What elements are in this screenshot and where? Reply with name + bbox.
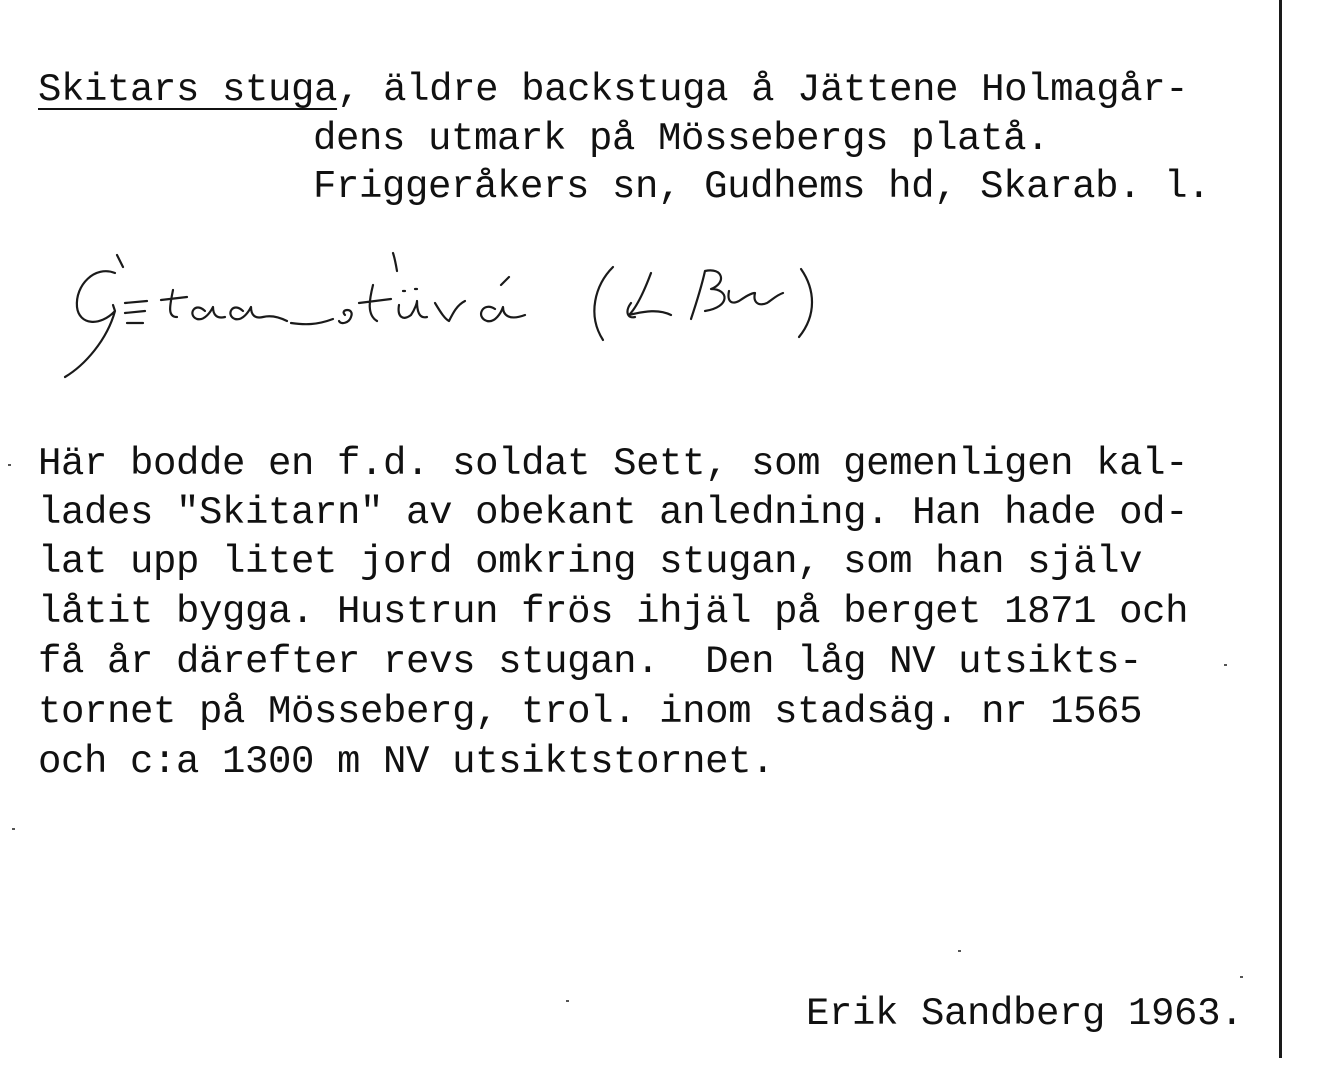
body-line-2: lades "Skitarn" av obekant anledning. Han hade od- (38, 491, 1189, 535)
body-line-1: Här bodde en f.d. soldat Sett, som gemenligen kal- (38, 442, 1189, 486)
scan-speck (12, 828, 15, 830)
body-line-5: få år därefter revs stugan. Den låg NV utsikts- (38, 640, 1143, 684)
header-line-1 (38, 66, 1188, 114)
body-line-6: tornet på Mösseberg, trol. inom stadsäg. nr 1565 (38, 690, 1143, 734)
scan-speck (1240, 976, 1243, 978)
header-line-1-rest: , äldre backstuga å Jättene Holmagår- (337, 68, 1189, 112)
signature: Erik Sandberg 1963. (806, 992, 1244, 1036)
card-right-edge (1279, 0, 1282, 1058)
scan-speck (8, 464, 11, 466)
scan-speck (1224, 664, 1227, 666)
body-line-4: låtit bygga. Hustrun frös ihjäl på berget 1871 och (38, 590, 1189, 634)
header-line-3: Friggeråkers sn, Gudhems hd, Skarab. l. (313, 165, 1211, 209)
body-line-7: och c:a 1300 m NV utsiktstornet. (38, 740, 775, 784)
header-line-2: dens utmark på Mössebergs platå. (313, 117, 1050, 161)
card-title: Skitars stuga (38, 68, 338, 112)
scan-speck (566, 1000, 569, 1002)
scan-speck (958, 950, 961, 952)
handwritten-note (55, 245, 835, 385)
body-line-3: lat upp litet jord omkring stugan, som han själv (38, 540, 1143, 584)
